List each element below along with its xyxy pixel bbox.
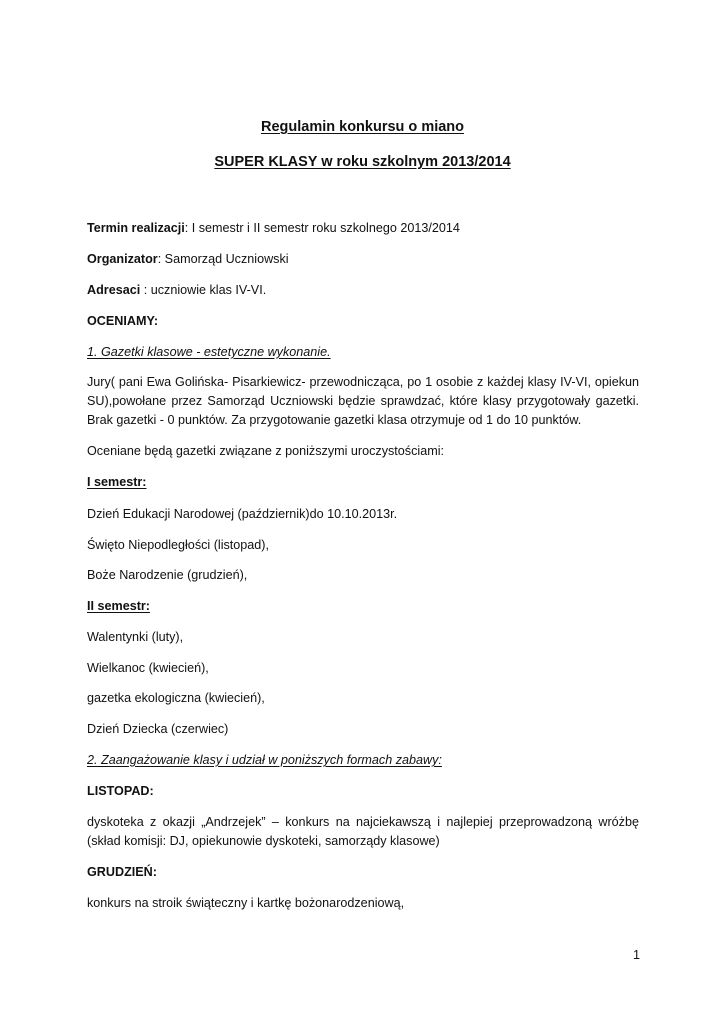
document-title-line-2: SUPER KLASY w roku szkolnym 2013/2014 (214, 154, 511, 170)
semester-1-heading (87, 474, 639, 491)
organizator-label: Organizator (87, 252, 158, 266)
section-1-heading (87, 344, 639, 361)
termin-realizacji-value: : I semestr i II semestr roku szkolnego 2013/2014 (184, 221, 460, 235)
section-2-heading-text: 2. Zaangażowanie klasy i udział w poniższych formach zabawy: (87, 753, 442, 767)
list-item: Święto Niepodległości (listopad), (87, 538, 270, 552)
page-number: 1 (632, 948, 640, 962)
list-item: Dzień Edukacji Narodowej (październik)do 10.10.2013r. (87, 507, 398, 521)
organizator-value: : Samorząd Uczniowski (157, 252, 289, 266)
semester-2-heading-text: II semestr: (87, 599, 150, 613)
section-2-heading (87, 752, 639, 769)
section-1-intro: Oceniane będą gazetki związane z poniższymi uroczystościami: (87, 444, 444, 458)
adresaci-row (87, 282, 639, 299)
list-item: Wielkanoc (kwiecień), (87, 661, 209, 675)
list-item: Walentynki (luty), (87, 630, 184, 644)
document-title-line-1: Regulamin konkursu o miano (260, 119, 465, 135)
list-item: Boże Narodzenie (grudzień), (87, 568, 248, 582)
adresaci-label: Adresaci (87, 283, 141, 297)
section-1-heading-text: 1. Gazetki klasowe - estetyczne wykonanie. (87, 345, 331, 359)
adresaci-value: : uczniowie klas IV-VI. (140, 283, 267, 297)
organizator-row (87, 251, 639, 268)
semester-2-heading (87, 598, 639, 615)
termin-realizacji-label: Termin realizacji (87, 221, 185, 235)
list-item: gazetka ekologiczna (kwiecień), (87, 691, 265, 705)
grudzien-text: konkurs na stroik świąteczny i kartkę bożonarodzeniową, (87, 896, 405, 910)
grudzien-heading: GRUDZIEŃ: (87, 865, 157, 879)
listopad-paragraph: dyskoteka z okazji „Andrzejek” – konkurs na najciekawszą i najlepiej przeprowadzoną wróżbę (skład komisji: DJ, opiekunowie dyskoteki, samorządy klasowe) (87, 815, 639, 848)
semester-1-heading-text: I semestr: (87, 475, 147, 489)
oceniamy-heading: OCENIAMY: (87, 314, 159, 328)
section-1-paragraph: Jury( pani Ewa Golińska- Pisarkiewicz- przewodnicząca, po 1 osobie z każdej klasy IV-VI, opiekun SU),powołane przez Samorząd Uczniowski będzie sprawdzać, które klasy przygotowały gazetki. Brak gazetki - 0 punktów. Za przygotowanie gazetki klasa otrzymuje od 1 do 10 punktów. (87, 375, 639, 427)
listopad-heading: LISTOPAD: (87, 784, 154, 798)
termin-realizacji-row (87, 220, 639, 237)
list-item: Dzień Dziecka (czerwiec) (87, 722, 229, 736)
